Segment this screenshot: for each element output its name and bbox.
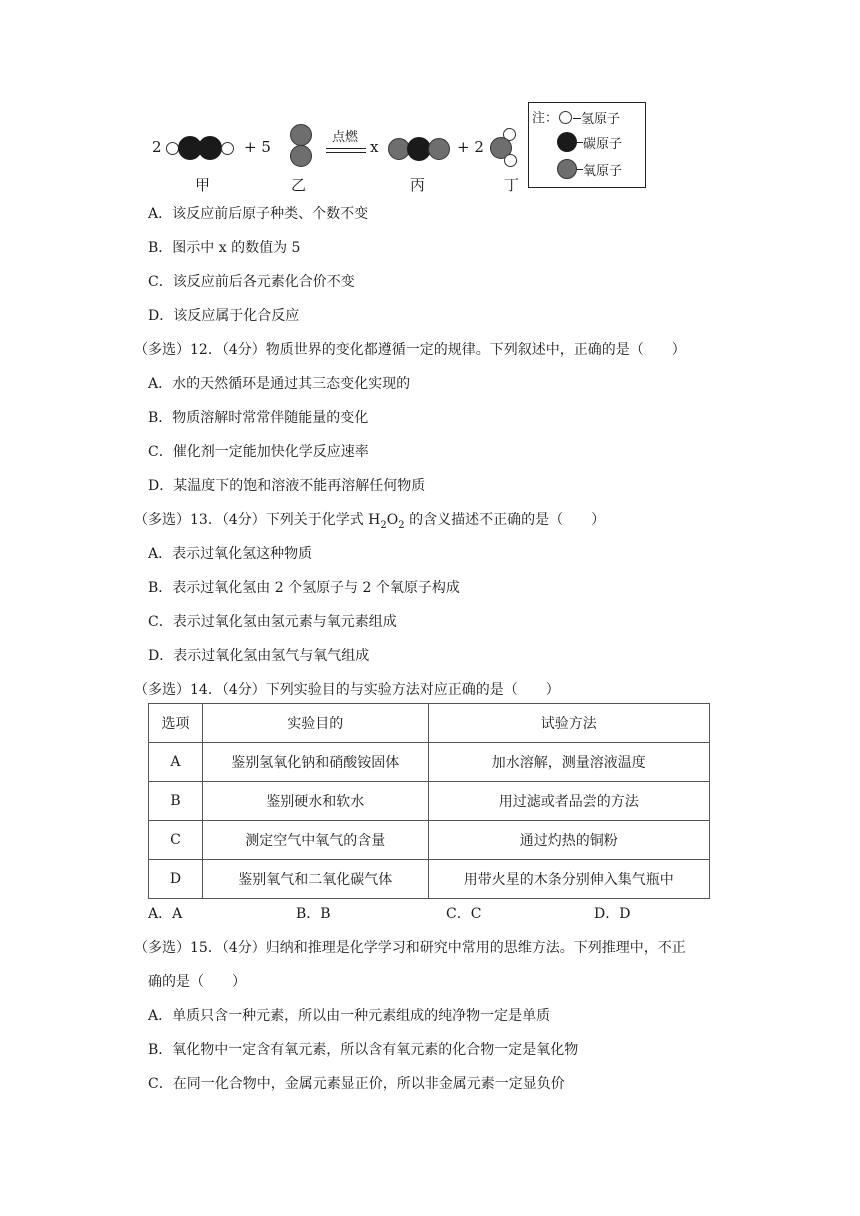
q14-answer-d: D．D — [594, 906, 631, 922]
label-jia: 甲 — [195, 176, 211, 194]
q12-option-a: A．水的天然循环是通过其三态变化实现的 — [148, 376, 411, 392]
q14-answer-a: A．A — [148, 906, 183, 922]
q11-option-c: C．该反应前后各元素化合价不变 — [148, 274, 355, 290]
oxygen-atom — [290, 145, 312, 167]
table-row — [149, 743, 710, 782]
table-row — [149, 821, 710, 860]
carbon-atom — [198, 136, 222, 160]
oxygen-atom — [557, 159, 577, 179]
reaction-arrow-line — [326, 152, 366, 153]
table-header-cell: 试验方法 — [428, 704, 710, 743]
reaction-arrow-line — [326, 148, 366, 149]
q13-stem-mid: O — [386, 512, 399, 528]
q13-subscript: 2 — [380, 519, 387, 531]
q14-answer-c: C．C — [446, 906, 482, 922]
table-row — [149, 860, 710, 899]
legend-dash — [573, 118, 581, 119]
table-row — [149, 782, 710, 821]
oxygen-atom — [428, 138, 450, 160]
table-cell: 用带火星的木条分别伸入集气瓶中 — [428, 860, 710, 899]
q12-option-c: C．催化剂一定能加快化学反应速率 — [148, 444, 369, 460]
q11-option-d: D．该反应属于化合反应 — [148, 308, 300, 324]
oxygen-atom — [290, 124, 312, 146]
carbon-atom — [557, 132, 577, 152]
table-cell: C — [149, 821, 203, 860]
reaction-diagram — [148, 100, 658, 196]
table-cell: 测定空气中氧气的含量 — [202, 821, 428, 860]
legend-oxygen: 氧原子 — [583, 164, 623, 179]
q15-option-a: A．单质只含一种元素，所以由一种元素组成的纯净物一定是单质 — [148, 1008, 551, 1024]
legend-note: 注： — [532, 111, 559, 126]
table-cell: 用过滤或者品尝的方法 — [428, 782, 710, 821]
table-cell: B — [149, 782, 203, 821]
hydrogen-atom — [504, 154, 517, 167]
q15-stem-line2: 确的是（ ） — [148, 974, 246, 990]
q11-option-b: B．图示中 x 的数值为 5 — [148, 240, 301, 256]
q14-stem: （多选）14．（4分）下列实验目的与实验方法对应正确的是（ ） — [134, 682, 560, 698]
q13-option-b: B．表示过氧化氢由 2 个氢原子与 2 个氧原子构成 — [148, 580, 460, 596]
coefficient-x: x — [370, 138, 379, 156]
q12-stem: （多选）12．（4分）物质世界的变化都遵循一定的规律。下列叙述中，正确的是（ ） — [134, 342, 686, 358]
table-header-cell: 选项 — [149, 704, 203, 743]
table-cell: 鉴别氢氧化钠和硝酸铵固体 — [202, 743, 428, 782]
hydrogen-atom — [221, 142, 234, 155]
q13-option-a: A．表示过氧化氢这种物质 — [148, 546, 313, 562]
q12-option-b: B．物质溶解时常常伴随能量的变化 — [148, 410, 369, 426]
plus-two: + 2 — [457, 138, 484, 156]
q13-option-c: C．表示过氧化氢由氢元素与氧元素组成 — [148, 614, 397, 630]
q13-stem-pre: （多选）13．（4分）下列关于化学式 H — [134, 512, 381, 528]
table-cell: 鉴别氧气和二氧化碳气体 — [202, 860, 428, 899]
q14-table — [148, 703, 710, 899]
q15-option-b: B．氧化物中一定含有氧元素，所以含有氧元素的化合物一定是氧化物 — [148, 1042, 579, 1058]
q13-stem-post: 的含义描述不正确的是（ ） — [404, 512, 606, 528]
q15-stem-line1: （多选）15．（4分）归纳和推理是化学学习和研究中常用的思维方法。下列推理中，不正 — [134, 940, 686, 956]
label-bing: 丙 — [410, 176, 426, 194]
table-header-cell: 实验目的 — [202, 704, 428, 743]
table-cell: 鉴别硬水和软水 — [202, 782, 428, 821]
table-cell: A — [149, 743, 203, 782]
q11-option-a: A．该反应前后原子种类、个数不变 — [148, 206, 369, 222]
coefficient-jia: 2 — [152, 138, 162, 156]
legend-hydrogen: 氢原子 — [581, 112, 621, 127]
table-header-row — [149, 704, 710, 743]
label-yi: 乙 — [291, 176, 307, 194]
q13-stem — [134, 509, 605, 531]
label-ding: 丁 — [504, 176, 520, 194]
table-cell: 通过灼热的铜粉 — [428, 821, 710, 860]
q15-option-c: C．在同一化合物中，金属元素显正价，所以非金属元素一定显负价 — [148, 1076, 565, 1092]
q12-option-d: D．某温度下的饱和溶液不能再溶解任何物质 — [148, 478, 426, 494]
reaction-condition: 点燃 — [332, 130, 359, 145]
legend-box — [528, 102, 646, 188]
q14-answer-b: B．B — [296, 906, 331, 922]
legend-carbon: 碳原子 — [583, 137, 623, 152]
hydrogen-atom — [559, 111, 572, 124]
q13-subscript: 2 — [398, 519, 405, 531]
plus-five: + 5 — [244, 138, 271, 156]
table-cell: D — [149, 860, 203, 899]
table-cell: 加水溶解，测量溶液温度 — [428, 743, 710, 782]
q13-option-d: D．表示过氧化氢由氢气与氧气组成 — [148, 648, 370, 664]
